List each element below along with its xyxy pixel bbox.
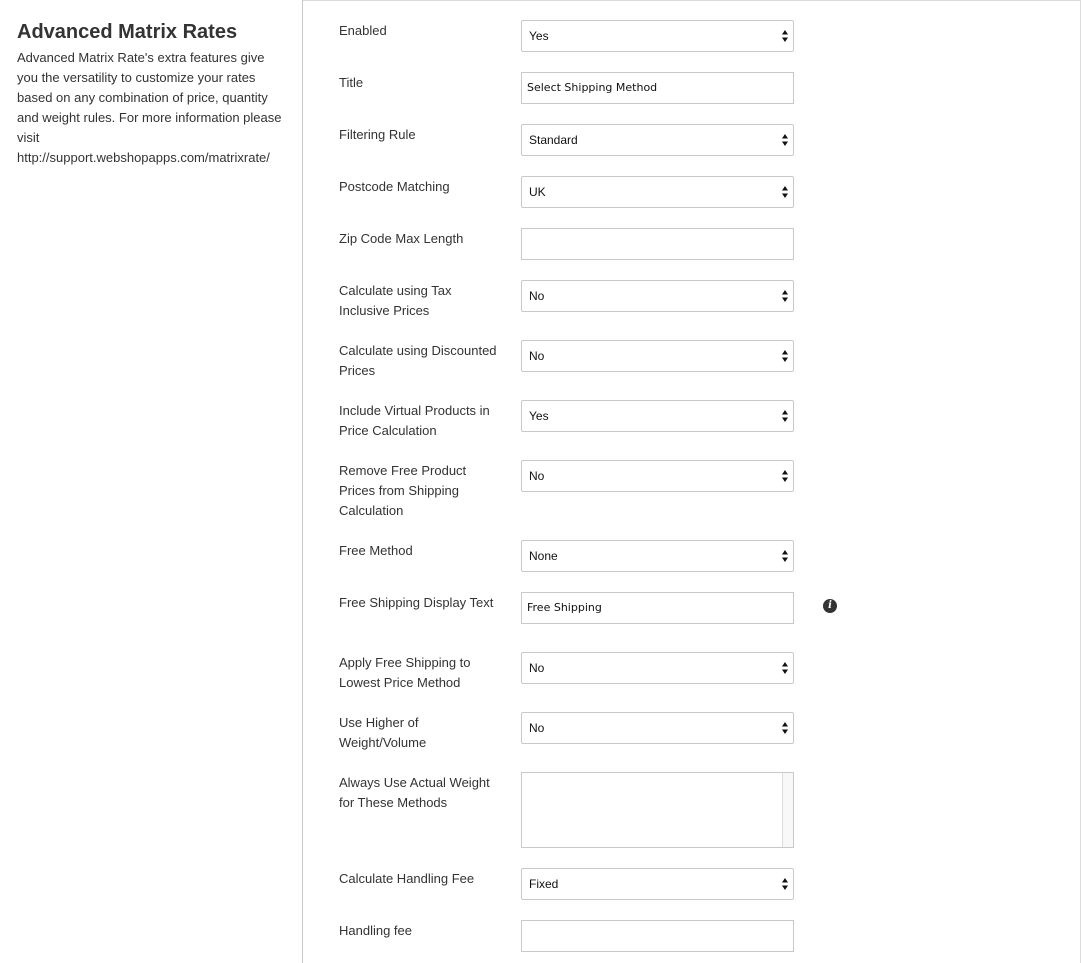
row-apply-free-lowest <box>339 653 1059 690</box>
virtual-products-select[interactable] <box>521 400 794 432</box>
discounted-value: No <box>529 349 545 363</box>
handling-fee-calc-value: Fixed <box>529 877 559 891</box>
postcode-matching-label: Postcode Matching <box>339 179 450 194</box>
apply-free-lowest-label: Apply Free Shipping to Lowest Price Method <box>339 655 471 690</box>
remove-free-label: Remove Free Product Prices from Shipping Calculation <box>339 463 467 518</box>
row-higher-weight-volume <box>339 713 1059 750</box>
free-method-label: Free Method <box>339 543 413 558</box>
title-input[interactable]: Select Shipping Method <box>521 72 794 104</box>
postcode-matching-select[interactable] <box>521 176 794 208</box>
row-discounted <box>339 341 1059 378</box>
up-down-arrows-icon <box>781 469 789 483</box>
description-text: Advanced Matrix Rate's extra features give you the versatility to customize your rates based on any combination of price, quantity and weight rules. For more information please visit <box>17 50 282 145</box>
up-down-arrows-icon <box>781 721 789 735</box>
up-down-arrows-icon <box>781 133 789 147</box>
handling-fee-label: Handling fee <box>339 923 412 938</box>
section-description <box>17 48 285 168</box>
up-down-arrows-icon <box>781 349 789 363</box>
postcode-matching-value: UK <box>529 185 546 199</box>
higher-weight-volume-select[interactable] <box>521 712 794 744</box>
remove-free-value: No <box>529 469 545 483</box>
info-icon[interactable]: i <box>823 599 837 613</box>
higher-weight-volume-value: No <box>529 721 545 735</box>
filtering-rule-select[interactable] <box>521 124 794 156</box>
enabled-value: Yes <box>529 29 549 43</box>
free-method-value: None <box>529 549 558 563</box>
row-tax-inclusive <box>339 281 1059 318</box>
tax-inclusive-select[interactable] <box>521 280 794 312</box>
support-url: http://support.webshopapps.com/matrixrate/ <box>17 150 270 165</box>
up-down-arrows-icon <box>781 877 789 891</box>
actual-weight-methods-label: Always Use Actual Weight for These Methods <box>339 775 490 810</box>
free-display-text-label: Free Shipping Display Text <box>339 595 494 610</box>
row-remove-free <box>339 461 1059 518</box>
section-title: Advanced Matrix Rates <box>17 21 238 43</box>
handling-fee-calc-label: Calculate Handling Fee <box>339 871 475 886</box>
tax-inclusive-value: No <box>529 289 545 303</box>
filtering-rule-label: Filtering Rule <box>339 127 416 142</box>
up-down-arrows-icon <box>781 409 789 423</box>
zip-max-length-label: Zip Code Max Length <box>339 231 464 246</box>
row-enabled <box>339 21 1059 53</box>
apply-free-lowest-select[interactable] <box>521 652 794 684</box>
enabled-label: Enabled <box>339 23 387 38</box>
handling-fee-calc-select[interactable] <box>521 868 794 900</box>
free-method-select[interactable] <box>521 540 794 572</box>
handling-fee-input[interactable] <box>521 920 794 952</box>
tax-inclusive-label: Calculate using Tax Inclusive Prices <box>339 283 452 318</box>
free-display-text-input[interactable]: Free Shipping <box>521 592 794 624</box>
top-border <box>303 0 1081 1</box>
row-actual-weight-methods <box>339 773 1059 849</box>
higher-weight-volume-label: Use Higher of Weight/Volume <box>339 715 427 750</box>
filtering-rule-value: Standard <box>529 133 578 147</box>
up-down-arrows-icon <box>781 289 789 303</box>
up-down-arrows-icon <box>781 661 789 675</box>
zip-max-length-input[interactable] <box>521 228 794 260</box>
apply-free-lowest-value: No <box>529 661 545 675</box>
row-filtering-rule <box>339 125 1059 157</box>
up-down-arrows-icon <box>781 549 789 563</box>
discounted-select[interactable] <box>521 340 794 372</box>
multiselect-scrollbar[interactable] <box>782 773 793 847</box>
enabled-select[interactable] <box>521 20 794 52</box>
row-postcode-matching <box>339 177 1059 209</box>
virtual-products-value: Yes <box>529 409 549 423</box>
actual-weight-methods-multiselect[interactable] <box>521 772 794 848</box>
up-down-arrows-icon <box>781 185 789 199</box>
virtual-products-label: Include Virtual Products in Price Calculation <box>339 403 490 438</box>
discounted-label: Calculate using Discounted Prices <box>339 343 497 378</box>
row-handling-fee-calc <box>339 869 1059 901</box>
row-virtual-products <box>339 401 1059 438</box>
up-down-arrows-icon <box>781 29 789 43</box>
title-label: Title <box>339 75 364 90</box>
row-free-method <box>339 541 1059 573</box>
remove-free-select[interactable] <box>521 460 794 492</box>
sidebar <box>0 0 303 963</box>
